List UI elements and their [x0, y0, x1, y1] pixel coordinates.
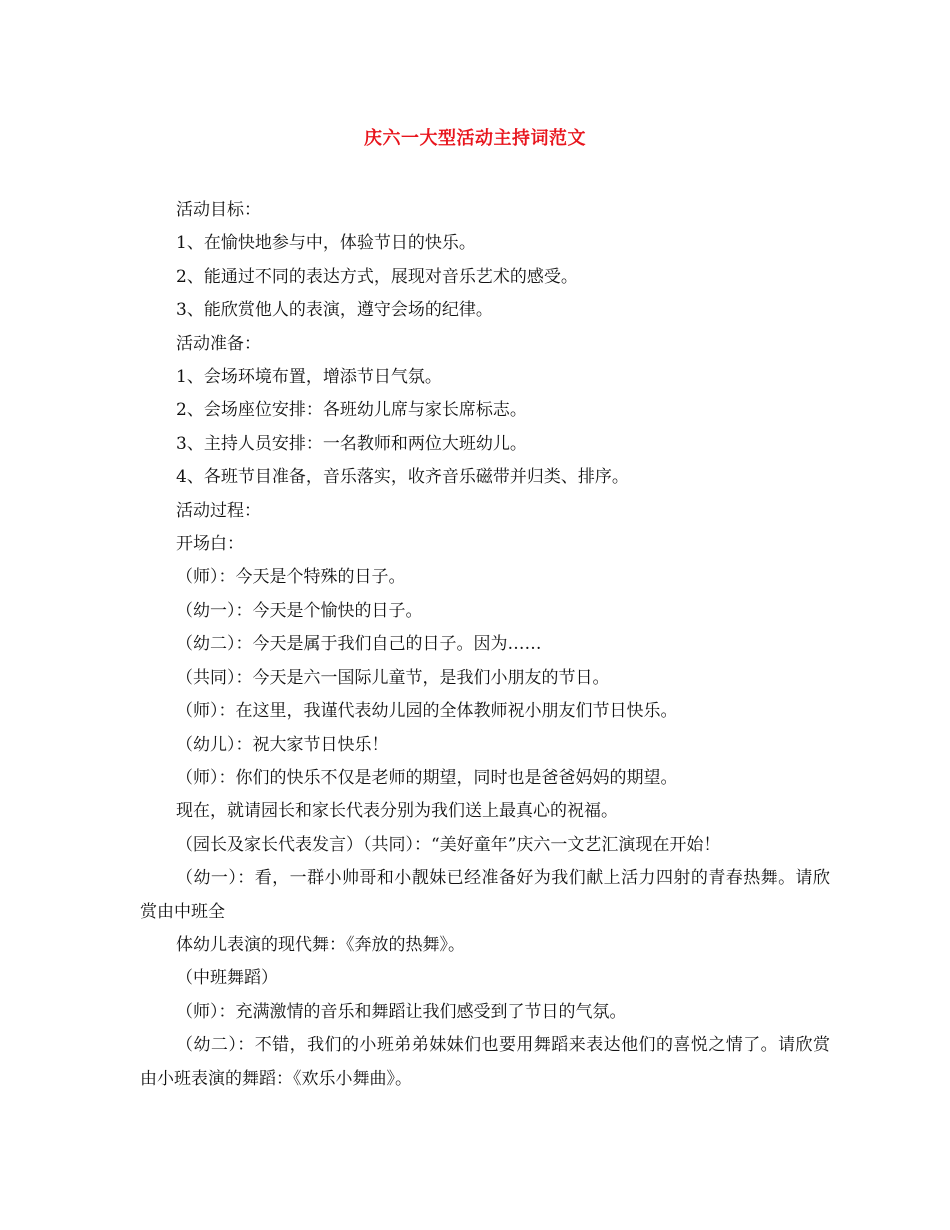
text-line: 2、会场座位安排：各班幼儿席与家长席标志。	[176, 400, 527, 421]
text-line: 1、在愉快地参与中，体验节日的快乐。	[176, 233, 476, 254]
text-line: 3、能欣赏他人的表演，遵守会场的纪律。	[176, 300, 493, 321]
document-body	[140, 194, 830, 1096]
dialogue-line: （师）：今天是个特殊的日子。	[176, 567, 406, 588]
dialogue-line: （师）：你们的快乐不仅是老师的期望，同时也是爸爸妈妈的期望。	[176, 767, 678, 788]
text-line: （中班舞蹈）	[176, 968, 278, 989]
dialogue-line: （园长及家长代表发言）（共同）：“美好童年”庆六一文艺汇演现在开始！	[176, 834, 721, 855]
dialogue-line: （幼一）：今天是个愉快的日子。	[176, 600, 423, 621]
text-line: 1、会场环境布置，增添节日气氛。	[176, 367, 442, 388]
text-line: 开场白：	[176, 534, 244, 555]
section-heading-process: 活动过程：	[176, 500, 261, 521]
section-heading-goals: 活动目标：	[176, 200, 261, 220]
paragraph: （幼一）：看，一群小帅哥和小靓妹已经准备好为我们献上活力四射的青春热舞。请欣赏由中班全	[140, 868, 830, 922]
text-line: 3、主持人员安排：一名教师和两位大班幼儿。	[176, 433, 527, 454]
dialogue-line: （共同）：今天是六一国际儿童节，是我们小朋友的节日。	[176, 667, 610, 688]
text-line: 2、能通过不同的表达方式，展现对音乐艺术的感受。	[176, 266, 578, 287]
paragraph: （幼二）：不错，我们的小班弟弟妹妹们也要用舞蹈来表达他们的喜悦之情了。请欣赏由小班表演的舞蹈：《欢乐小舞曲》。	[140, 1035, 830, 1089]
text-line: 4、各班节目准备，音乐落实，收齐音乐磁带并归类、排序。	[176, 467, 629, 488]
document-title: 庆六一大型活动主持词范文	[364, 128, 586, 149]
dialogue-line: （幼儿）：祝大家节日快乐！	[176, 734, 389, 755]
text-line: 体幼儿表演的现代舞：《奔放的热舞》。	[176, 934, 465, 955]
text-line: 现在，就请园长和家长代表分别为我们送上最真心的祝福。	[176, 801, 618, 822]
dialogue-line: （师）：在这里，我谨代表幼儿园的全体教师祝小朋友们节日快乐。	[176, 701, 678, 722]
section-heading-preparation: 活动准备：	[176, 333, 261, 354]
dialogue-line: （师）：充满激情的音乐和舞蹈让我们感受到了节日的气氛。	[176, 1001, 627, 1022]
dialogue-line: （幼二）：今天是属于我们自己的日子。因为……	[176, 634, 542, 655]
